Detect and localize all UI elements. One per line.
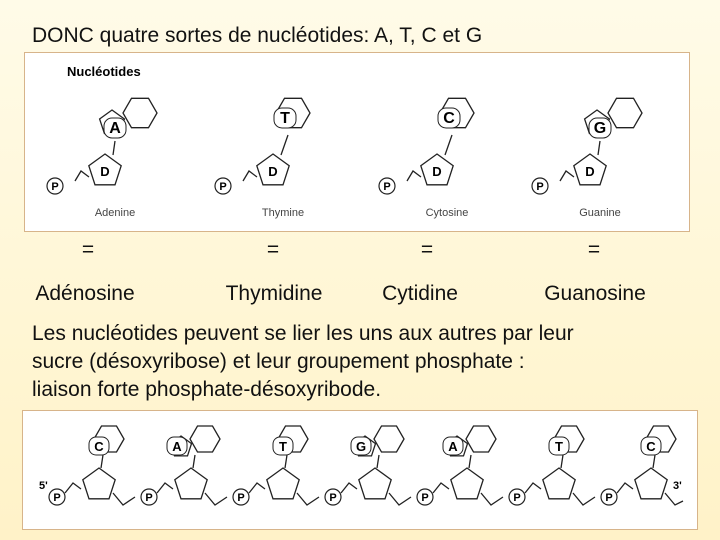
glycosidic-bond — [445, 135, 452, 155]
sugar-letter: D — [100, 164, 110, 179]
phosphoester-bond — [243, 171, 257, 181]
base-letter: G — [593, 120, 607, 137]
chain-glycosidic-bond — [561, 455, 563, 468]
chain-base-letter: A — [172, 439, 182, 454]
paragraph-line-3: liaison forte phosphate-désoxyribode. — [32, 378, 382, 401]
glycosidic-bond — [113, 141, 115, 155]
paragraph-line-1: Les nucléotides peuvent se lier les uns aux autres par leur — [32, 322, 574, 345]
chain-phosphate-bond — [525, 483, 541, 493]
slide-title: DONC quatre sortes de nucléotides: A, T, C et G — [32, 24, 483, 47]
nucleoside-name-4: Guanosine — [544, 282, 646, 305]
sugar-letter: D — [268, 164, 278, 179]
chain-nucleotide-1 — [49, 426, 135, 505]
chain-base-letter: T — [555, 439, 563, 454]
chain-sugar-ring — [359, 468, 391, 499]
base-ring — [123, 98, 157, 127]
chain-sugar-ring — [175, 468, 207, 499]
chain-backbone-bond — [297, 493, 319, 505]
nucleotide-A — [47, 98, 157, 219]
base-letter: A — [109, 120, 121, 137]
chain-nucleotide-2 — [141, 426, 227, 505]
phosphoester-bond — [560, 171, 574, 181]
nucleoside-name-2: Thymidine — [225, 282, 323, 305]
chain-nucleotide-6 — [509, 426, 595, 505]
panel-heading: Nucléotides — [67, 64, 141, 79]
chain-sugar-ring — [267, 468, 299, 499]
chain-glycosidic-bond — [653, 455, 655, 468]
chain-phosphate-letter: P — [421, 492, 429, 504]
chain-glycosidic-bond — [469, 455, 471, 468]
base-letter: T — [280, 110, 290, 127]
chain-nucleotide-5 — [417, 426, 503, 505]
nucleotide-G — [532, 98, 642, 219]
chain-glycosidic-bond — [377, 455, 379, 468]
sugar-letter: D — [585, 164, 595, 179]
equals-sign-1: = — [81, 238, 95, 261]
five-prime-end: 5' — [39, 480, 48, 492]
chain-backbone-bond — [573, 493, 595, 505]
chain-glycosidic-bond — [285, 455, 287, 468]
chain-nucleotide-4 — [325, 426, 411, 505]
chain-phosphate-letter: P — [53, 492, 61, 504]
chain-backbone-bond — [205, 493, 227, 505]
chain-nucleotide-3 — [233, 426, 319, 505]
equals-sign-3: = — [420, 238, 434, 261]
chain-phosphate-bond — [617, 483, 633, 493]
dna-strand-diagram — [23, 411, 698, 530]
nucleotide-T — [215, 98, 310, 219]
glycosidic-bond — [281, 135, 288, 155]
equals-sign-2: = — [266, 238, 280, 261]
chain-base-ring — [466, 426, 496, 452]
chain-phosphate-letter: P — [329, 492, 337, 504]
chain-base-letter: C — [646, 439, 656, 454]
nucleotides-panel — [24, 52, 690, 232]
nucleotide-caption: Guanine — [579, 207, 621, 219]
phosphate-letter: P — [219, 181, 227, 193]
chain-phosphate-bond — [65, 483, 81, 493]
chain-base-ring — [374, 426, 404, 452]
chain-glycosidic-bond — [193, 455, 195, 468]
explanation-paragraph — [32, 320, 692, 404]
chain-phosphate-bond — [341, 483, 357, 493]
chain-backbone-bond — [481, 493, 503, 505]
paragraph-line-2: sucre (désoxyribose) et leur groupement phosphate : — [32, 350, 525, 373]
chain-phosphate-letter: P — [237, 492, 245, 504]
glycosidic-bond — [598, 141, 600, 155]
sugar-letter: D — [432, 164, 442, 179]
chain-base-letter: G — [355, 439, 367, 454]
chain-backbone-bond — [113, 493, 135, 505]
nucleoside-name-1: Adénosine — [35, 282, 135, 305]
chain-base-ring — [190, 426, 220, 452]
nucleotide-caption: Cytosine — [425, 207, 469, 219]
chain-phosphate-letter: P — [513, 492, 521, 504]
chain-base-letter: A — [448, 439, 458, 454]
chain-phosphate-bond — [433, 483, 449, 493]
nucleotides-diagram — [25, 53, 690, 232]
chain-phosphate-bond — [157, 483, 173, 493]
chain-phosphate-letter: P — [145, 492, 153, 504]
chain-sugar-ring — [83, 468, 115, 499]
chain-backbone-bond — [665, 493, 683, 505]
nucleoside-name-3: Cytidine — [382, 282, 458, 305]
chain-base-letter: T — [279, 439, 287, 454]
chain-base-letter: C — [94, 439, 104, 454]
chain-sugar-ring — [543, 468, 575, 499]
phosphoester-bond — [75, 171, 89, 181]
nucleotide-C — [379, 98, 474, 219]
base-ring — [608, 98, 642, 127]
phosphate-letter: P — [51, 181, 59, 193]
chain-glycosidic-bond — [101, 455, 103, 468]
three-prime-end: 3' — [673, 480, 682, 492]
chain-backbone-bond — [389, 493, 411, 505]
chain-sugar-ring — [635, 468, 667, 499]
phosphoester-bond — [407, 171, 421, 181]
chain-sugar-ring — [451, 468, 483, 499]
nucleotide-caption: Thymine — [261, 207, 305, 219]
chain-phosphate-letter: P — [605, 492, 613, 504]
equals-sign-4: = — [587, 238, 601, 261]
chain-phosphate-bond — [249, 483, 265, 493]
dna-strand-panel — [22, 410, 698, 530]
phosphate-letter: P — [536, 181, 544, 193]
phosphate-letter: P — [383, 181, 391, 193]
nucleotide-caption: Adenine — [94, 207, 136, 219]
chain-nucleotide-7 — [601, 426, 683, 505]
base-letter: C — [443, 110, 455, 127]
